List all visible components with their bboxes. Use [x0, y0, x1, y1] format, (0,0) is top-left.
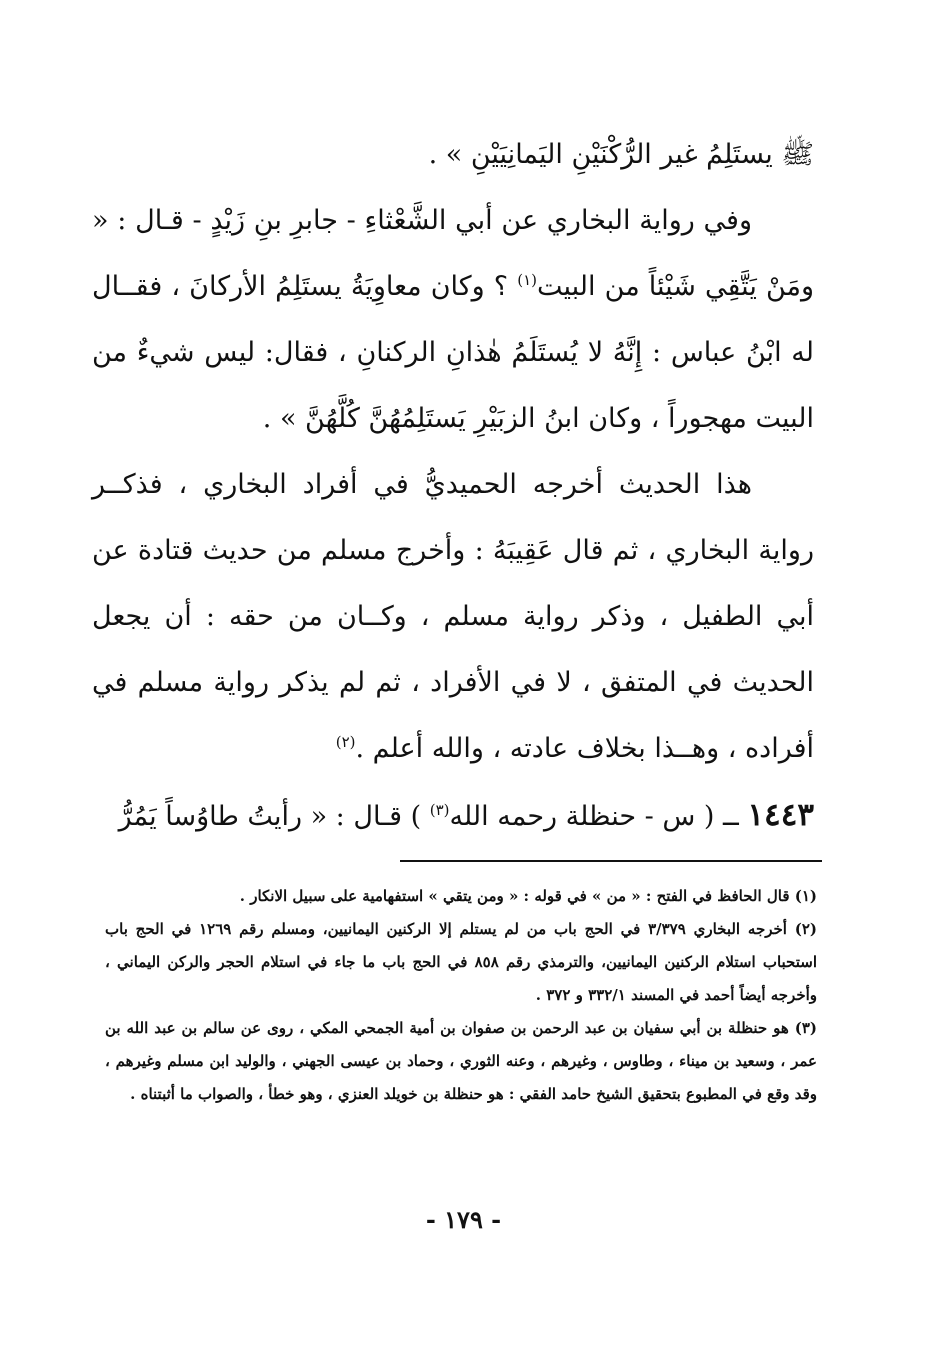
main-text [92, 122, 814, 850]
footnote-ref-1: (١) [517, 271, 537, 289]
hadith-heading-text: ــ ( س - حنظلة رحمه الله [449, 801, 748, 832]
footnote-ref-3: (٣) [429, 801, 450, 819]
hadith-number: ١٤٤٣ [747, 797, 814, 833]
commentary-text: هذا الحديث أخرجه الحميديُّ في أفراد البخاري ، فذكــر رواية البخاري ، ثم قال عَقِيبَهُ : وأخرج مسلم من حديث قتادة عن أبي الطفيل ، وذكر رواية مسلم ، وكــان من حقه : أن يجعل الحديث في المتفق ، لا في الأفراد ، ثم لم يذكر رواية مسلم في أفراده ، وهــذا بخلاف عادته ، والله أعلم . [92, 469, 814, 764]
paragraph-commentary [92, 452, 814, 782]
footnote-1: (١) قال الحافظ في الفتح : « من » في قوله : « ومن يتقي » استفهامية على سبيل الانكار . [239, 887, 817, 905]
paragraph-bukhari-narration [92, 188, 814, 452]
footnote-2: (٢) أخرجه البخاري ٣/٣٧٩ في الحج باب من لم يستلم إلا الركنين اليمانيين، ومسلم رقم ١٢٦٩ في الحج باب استحباب استلام الركنين اليمانيين، والترمذي رقم ٨٥٨ في الحج باب ما جاء في استلام الحجر والركن اليماني ، وأخرجه أيضاً أحمد في المسند ٣٣٢/١ و ٣٧٢ . [105, 920, 818, 1004]
page-number: - ١٧٩ - [425, 1205, 502, 1234]
footnote-divider [400, 860, 822, 862]
continuation-line: ﷺ يستَلِمُ غير الرُّكْنَيْنِ اليَمانِيَيْنِ » . [428, 139, 814, 170]
narration-text: وفي رواية البخاري عن أبي الشَّعْثاءِ - جابرِ بنِ زَيْدٍ - قـال : « ومَنْ يَتَّقِي شَيْئاً من البيت [92, 205, 815, 302]
hadith-heading [92, 782, 814, 850]
hadith-heading-text-cont: ) قـال : « رأيتُ طاوُساً يَمُرُّ [118, 801, 430, 832]
footnote-ref-2: (٢) [335, 733, 356, 751]
footnotes [105, 880, 817, 1111]
narration-text-cont: ؟ وكان معاوِيَةُ يستَلِمُ الأركانَ ، فقــال له ابْنُ عباس : إِنَّهُ لا يُستَلَمُ هٰذانِ الركنانِ ، فقال: ليس شيءٌ من البيت مهجوراً ، وكان ابنُ الزبَيْرِ يَستَلِمُهُنَّ كُلَّهُنَّ » . [92, 271, 814, 434]
footnote-3: (٣) هو حنظلة بن أبي سفيان بن عبد الرحمن بن صفوان بن أمية الجمحي المكي ، روى عن سالم بن عبد الله بن عمر ، وسعيد بن ميناء ، وطاوس ، وغيرهم ، وعنه الثوري ، وحماد بن عيسى الجهني ، والوليد ابن مسلم وغيرهم ، وقد وقع في المطبوع بتحقيق الشيخ حامد الفقي : هو حنظلة بن خويلد العنزي ، وهو خطأ ، والصواب ما أثبتناه . [105, 1019, 817, 1103]
